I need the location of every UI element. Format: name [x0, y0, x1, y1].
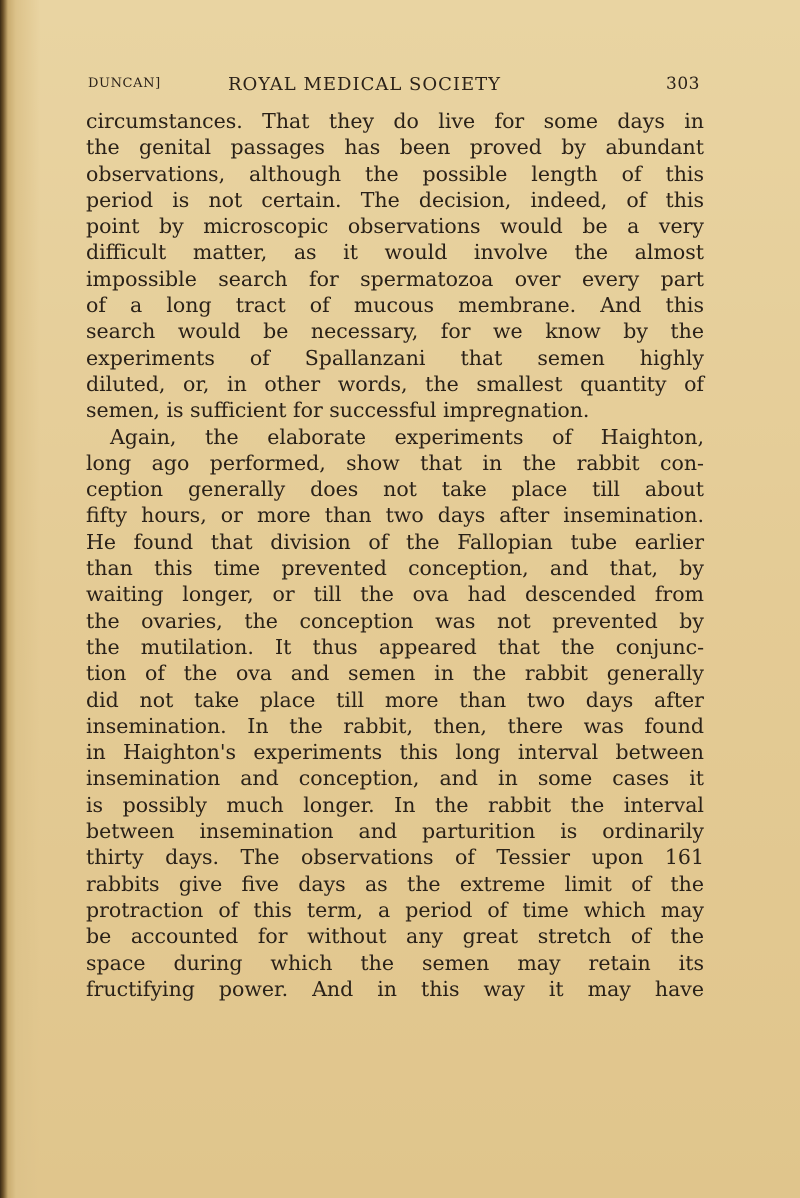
text-line: point by microscopic observations would be a very	[86, 214, 704, 239]
text-line: be accounted for without any great stretch of the	[86, 924, 704, 949]
text-line: space during which the semen may retain its	[86, 950, 704, 975]
text-line: experiments of Spallanzani that semen highly	[86, 345, 704, 370]
text-line: between insemination and parturition is ordinarily	[86, 819, 704, 844]
text-line: of a long tract of mucous membrane. And this	[86, 293, 704, 318]
body-text	[86, 108, 704, 1002]
text-line: in Haighton's experiments this long interval between	[86, 740, 704, 765]
text-line: period is not certain. The decision, indeed, of this	[86, 187, 704, 212]
text-line: Again, the elaborate experiments of Haighton,	[110, 424, 704, 449]
text-line: protraction of this term, a period of time which may	[86, 897, 704, 922]
text-line: difficult matter, as it would involve the almost	[86, 240, 704, 265]
text-line: fructifying power. And in this way it may have	[86, 976, 704, 1001]
text-line: circumstances. That they do live for some days in	[86, 109, 704, 133]
text-line: semen, is sufficient for successful impregnation.	[86, 398, 590, 423]
text-line: rabbits give five days as the extreme limit of the	[86, 871, 704, 896]
text-line: is possibly much longer. In the rabbit the interval	[86, 792, 704, 817]
text-line: fifty hours, or more than two days after insemination.	[86, 503, 704, 528]
text-line: tion of the ova and semen in the rabbit generally	[86, 661, 704, 686]
text-line: insemination. In the rabbit, then, there was found	[86, 713, 704, 738]
text-line: diluted, or, in other words, the smallest quantity of	[86, 371, 704, 396]
text-line: He found that division of the Fallopian tube earlier	[86, 529, 704, 554]
running-head	[88, 74, 700, 98]
text-line: observations, although the possible length of this	[86, 161, 704, 186]
section-title-header: ROYAL MEDICAL SOCIETY	[228, 74, 502, 95]
text-line: ception generally does not take place till about	[86, 477, 704, 502]
text-line: search would be necessary, for we know by the	[86, 319, 704, 344]
text-line: impossible search for spermatozoa over every part	[86, 266, 704, 291]
text-line: waiting longer, or till the ova had descended from	[86, 582, 704, 607]
text-line: did not take place till more than two days after	[86, 687, 704, 712]
text-line: insemination and conception, and in some cases it	[86, 766, 704, 791]
text-line: than this time prevented conception, and that, by	[86, 556, 704, 581]
page-number: 303	[666, 74, 700, 94]
text-line: long ago performed, show that in the rabbit con-	[86, 450, 704, 475]
text-line: the mutilation. It thus appeared that the conjunc-	[86, 634, 704, 659]
text-line: the ovaries, the conception was not prevented by	[86, 608, 704, 633]
text-line: thirty days. The observations of Tessier upon 161	[86, 845, 704, 870]
text-line: the genital passages has been proved by abundant	[86, 135, 704, 160]
author-header: DUNCAN]	[88, 76, 161, 91]
